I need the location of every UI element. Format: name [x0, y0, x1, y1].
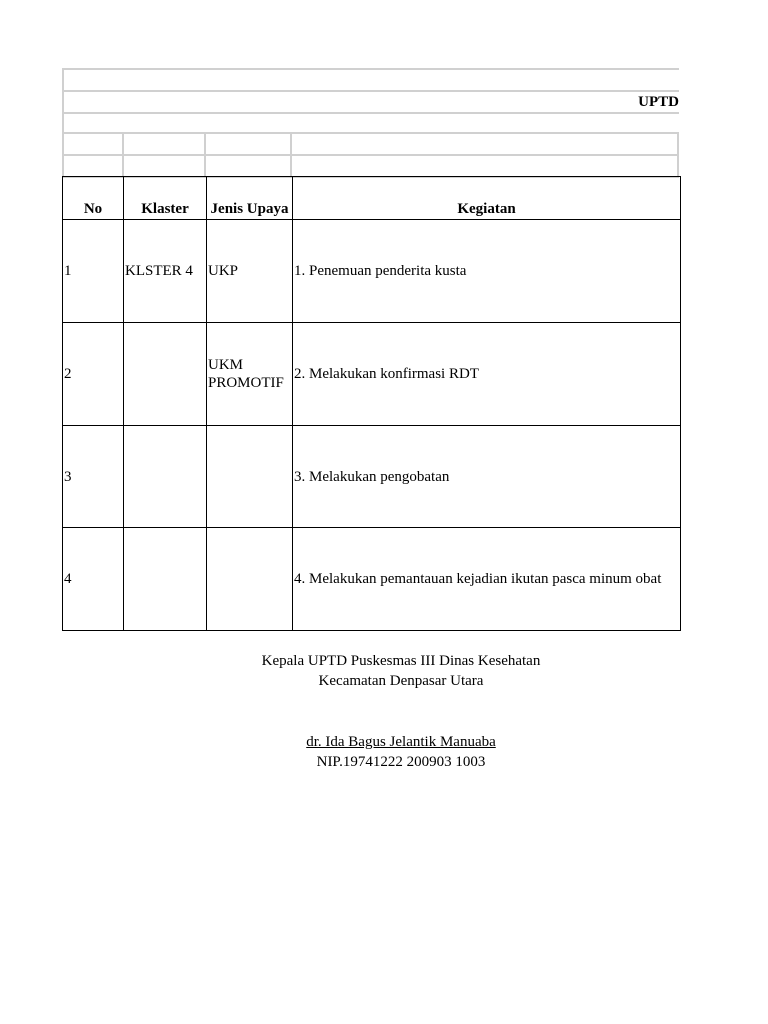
signature-name-text: dr. Ida Bagus Jelantik Manuaba — [306, 734, 496, 750]
table-row — [63, 323, 681, 426]
cell-no: 4 — [63, 528, 124, 631]
column-header-kegiatan: Kegiatan — [293, 177, 681, 220]
cell-jenis-upaya: UKP — [207, 220, 293, 323]
grid-row-3 — [62, 112, 679, 134]
cell-kegiatan: 1. Penemuan penderita kusta — [293, 220, 681, 323]
cell-no: 3 — [63, 426, 124, 528]
grid-vline-3 — [290, 132, 292, 178]
grid-vline-2 — [204, 132, 206, 178]
cell-kegiatan: 3. Melakukan pengobatan — [293, 426, 681, 528]
cell-klaster: KLSTER 4 — [124, 220, 207, 323]
table-row — [63, 528, 681, 631]
cell-jenis-upaya — [207, 528, 293, 631]
column-header-no: No — [63, 177, 124, 220]
grid-row-5 — [62, 154, 679, 178]
grid-row-4 — [62, 132, 679, 156]
signature-title-line2: Kecamatan Denpasar Utara — [318, 673, 484, 689]
signature-title-line1: Kepala UPTD Puskesmas III Dinas Kesehatan — [261, 653, 541, 669]
cell-no: 1 — [63, 220, 124, 323]
column-header-klaster: Klaster — [124, 177, 207, 220]
column-header-jenis-upaya: Jenis Upaya — [207, 177, 293, 220]
signature-name — [62, 732, 740, 752]
cell-klaster — [124, 426, 207, 528]
cell-klaster — [124, 528, 207, 631]
table-row — [63, 220, 681, 323]
cell-jenis-upaya — [207, 426, 293, 528]
cell-klaster — [124, 323, 207, 426]
signature-nip: NIP.19741222 200903 1003 — [316, 754, 486, 770]
cell-kegiatan: 4. Melakukan pemantauan kejadian ikutan pasca minum obat — [293, 528, 681, 631]
cell-no: 2 — [63, 323, 124, 426]
table-row — [63, 426, 681, 528]
uptd-heading: UPTD — [638, 94, 679, 110]
cell-kegiatan: 2. Melakukan konfirmasi RDT — [293, 323, 681, 426]
activity-table — [62, 176, 681, 631]
table-header-row — [63, 177, 681, 220]
cell-jenis-upaya: UKM PROMOTIF — [207, 323, 293, 426]
grid-row-1 — [62, 68, 679, 92]
grid-vline-1 — [122, 132, 124, 178]
